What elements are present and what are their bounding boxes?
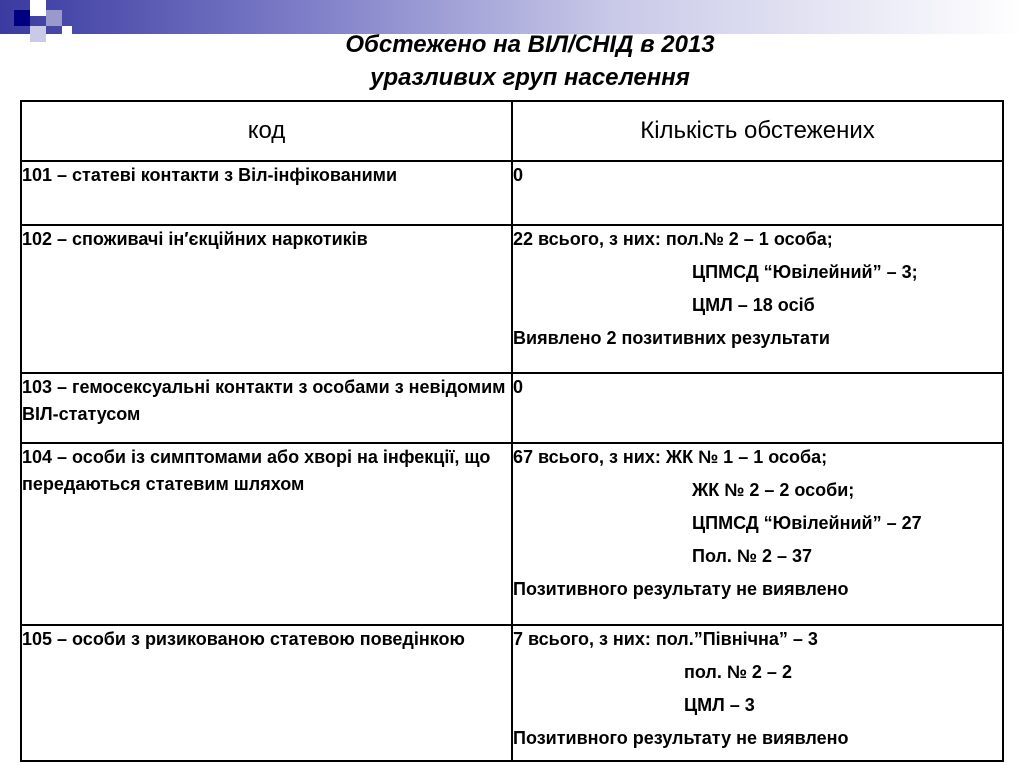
slide-title-line1: Обстежено на ВІЛ/СНІД в 2013 bbox=[345, 31, 715, 58]
row-count-cell bbox=[512, 373, 1003, 443]
table-row bbox=[21, 225, 1003, 373]
column-header-count: Кількість обстежених bbox=[512, 101, 1003, 161]
table-row bbox=[21, 161, 1003, 225]
table-row bbox=[21, 625, 1003, 761]
count-line: ЦМЛ – 3 bbox=[684, 695, 755, 715]
table-row bbox=[21, 443, 1003, 625]
count-line: 67 всього, з них: ЖК № 1 – 1 особа; bbox=[513, 447, 828, 467]
row-count-cell bbox=[512, 161, 1003, 225]
count-line: ЦПМСД “Ювілейний” – 27 bbox=[692, 513, 922, 533]
column-header-code: код bbox=[21, 101, 512, 161]
count-line: Позитивного результату не виявлено bbox=[513, 728, 849, 748]
decor-square bbox=[30, 0, 46, 16]
count-line: Позитивного результату не виявлено bbox=[513, 579, 849, 599]
count-line: ЖК № 2 – 2 особи; bbox=[692, 480, 855, 500]
count-line: 22 всього, з них: пол.№ 2 – 1 особа; bbox=[513, 229, 833, 249]
count-line: Виявлено 2 позитивних результати bbox=[513, 328, 830, 348]
count-line: ЦМЛ – 18 осіб bbox=[692, 295, 815, 315]
row-count-cell bbox=[512, 443, 1003, 625]
slide-title-line2: уразливих груп населення bbox=[370, 64, 690, 91]
count-line: 7 всього, з них: пол.”Північна” – 3 bbox=[513, 629, 818, 649]
decor-square bbox=[46, 10, 62, 26]
row-code-cell: 101 – статеві контакти з Віл-інфікованими bbox=[21, 161, 512, 225]
row-code-cell: 102 – споживачі ін′єкційних наркотиків bbox=[21, 225, 512, 373]
row-count-cell bbox=[512, 625, 1003, 761]
count-line: пол. № 2 – 2 bbox=[684, 662, 792, 682]
count-line: ЦПМСД “Ювілейний” – 3; bbox=[692, 262, 918, 282]
row-count-cell bbox=[512, 225, 1003, 373]
table-row bbox=[21, 373, 1003, 443]
survey-table bbox=[20, 100, 1004, 762]
slide-title bbox=[0, 28, 1024, 94]
table-header-row bbox=[21, 101, 1003, 161]
row-code-cell: 104 – особи із симптомами або хворі на інфекції, що передаються статевим шляхом bbox=[21, 443, 512, 625]
row-code-cell: 105 – особи з ризикованою статевою поведінкою bbox=[21, 625, 512, 761]
row-code-cell: 103 – гемосексуальні контакти з особами з невідомим ВІЛ-статусом bbox=[21, 373, 512, 443]
count-line: 0 bbox=[513, 377, 524, 397]
decor-square bbox=[14, 10, 30, 26]
count-line: 0 bbox=[513, 165, 524, 185]
count-line: Пол. № 2 – 37 bbox=[692, 546, 813, 566]
